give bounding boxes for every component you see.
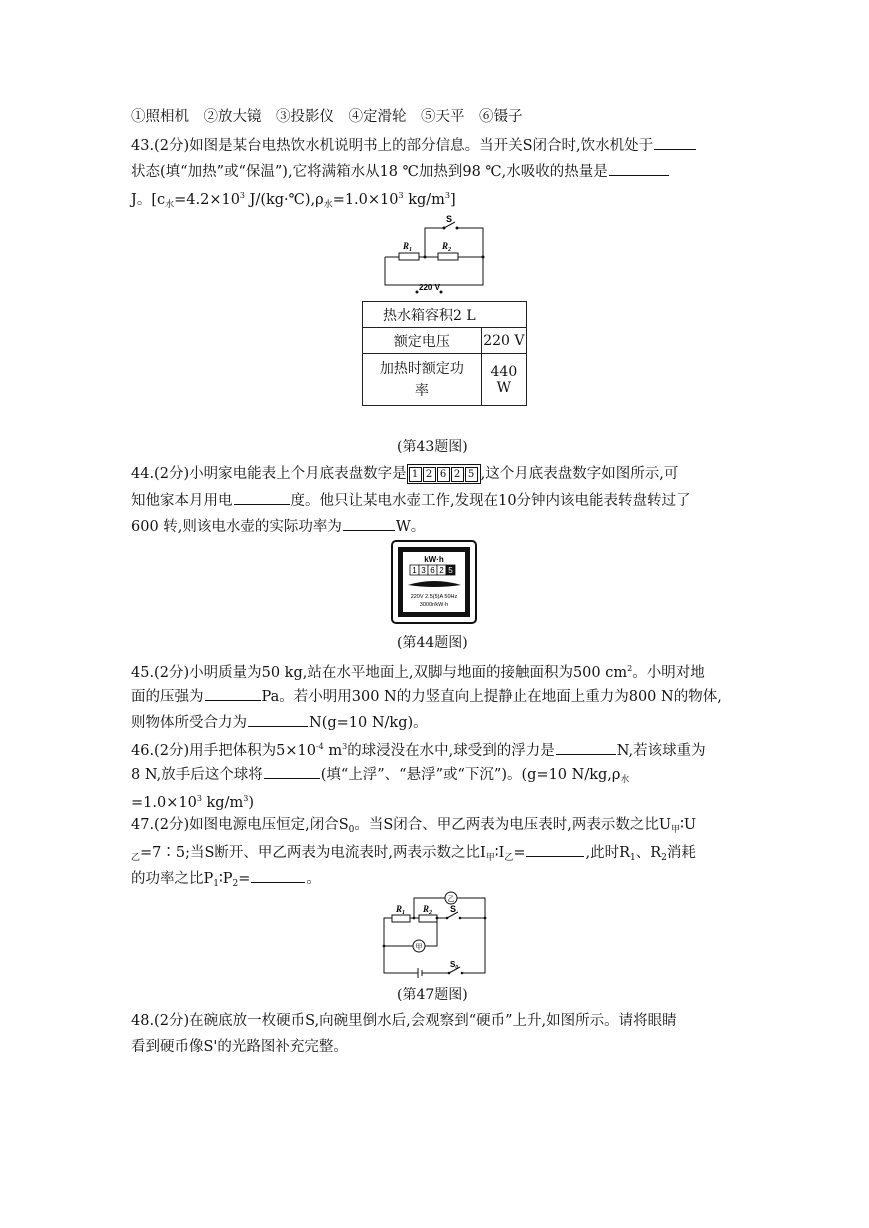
spec-voltage-value: 220 V [481,328,526,354]
q43-blank-1[interactable] [654,135,696,150]
q47-circuit-diagram [376,890,491,980]
q44-line-2: 知他家本月用电 度。他只让某电水壶工作,发现在10分钟内该电能表转盘转过了 [131,490,691,510]
q46-line-1: 46.(2分)用手把体积为$5\times 10^{-4}$ $m^3$的球浸没在水中,球受到的浮力是 N,若该球重为 [131,742,706,759]
q47-r2-label: $R_2$ [423,904,433,916]
q43-switch-label: S [446,214,453,224]
q43-line-2: 状态(填“加热”或“保温”),它将满箱水从18 ℃加热到98 ℃,水吸收的热量是 [131,161,670,181]
q43-spec-table [362,301,527,406]
spec-power-value: 440 W [481,354,526,406]
q45-line-3: 则物体所受合力为 N(g=10 N/kg)。 [131,712,428,732]
q47-meter-a-label: 乙 [447,895,455,903]
spec-voltage-label: 额定电压 [363,328,482,354]
q47-blank-2[interactable] [251,868,305,883]
q47-blank-1[interactable] [526,842,584,857]
meter-digit: 1 [412,566,417,575]
q44-blank-1[interactable] [234,490,290,505]
q45-line-1: 45.(2分)小明质量为50 kg,站在水平地面上,双脚与地面的接触面积为500 $cm^2$。小明对地 [131,664,705,681]
options-line: ①照相机 ②放大镜 ③投影仪 ④定滑轮 ⑤天平 ⑥镊子 [131,109,523,125]
q46-blank-1[interactable] [556,740,616,755]
q44-caption: (第44题图) [397,635,468,651]
q44-last-month-digits: 1 2 6 2 5 [407,464,481,484]
meter-digit: 6 [430,566,435,575]
q48-line-1: 48.(2分)在碗底放一枚硬币S,向碗里倒水后,会观察到“硬币”上升,如图所示。请将眼睛 [131,1013,677,1029]
spec-power-label: 加热时额定功 率 [363,354,482,406]
q47-switch0-label: $S_0$ [450,960,459,971]
q43-caption: (第43题图) [397,439,468,455]
q43-r2-label: $R_2$ [442,241,452,253]
meter-spec-2: 3000r/kW·h [419,602,449,608]
q44-energy-meter [391,540,477,624]
meter-digit: 2 [439,566,444,575]
q43-circuit-diagram [375,210,495,295]
q45-line-2: 面的压强为 Pa。若小明用300 N的力竖直向上提静止在地面上重力为800 N的物体, [131,686,722,706]
q43-line-1: 43.(2分)如图是某台电热饮水机说明书上的部分信息。当开关S闭合时,饮水机处于 [131,135,697,155]
q48-line-2: 看到硬币像S'的光路图补充完整。 [131,1039,348,1055]
q44-line-1: 44.(2分)小明家电能表上个月底表盘数字是 1 2 6 2 5 ,这个月底表盘数字如图所示,可 [131,466,679,482]
q47-line-1: 47.(2分)如图电源电压恒定,闭合$S_0$。当S闭合、甲乙两表为电压表时,两表示数之比$U_甲∶U$ [131,817,697,835]
q45-blank-2[interactable] [248,712,308,727]
q43-r1-label: $R_1$ [403,241,413,253]
q43-line-3: J。[$c_水=4.2\times 10^3$ $J/(kg\cdot℃),\rho_水=1.0\times 10^3$ $kg/m^3$] [131,191,456,210]
q47-switch-label: S [450,904,457,914]
q46-blank-2[interactable] [264,764,320,779]
q45-blank-1[interactable] [205,686,261,701]
q47-meter-b-label: 甲 [415,943,423,951]
meter-unit: kW·h [424,555,444,564]
meter-digit: 5 [448,566,453,575]
q47-r1-label: $R_1$ [396,904,406,916]
q44-blank-2[interactable] [343,516,395,531]
q47-caption: (第47题图) [397,987,468,1003]
q47-line-3: 的功率之比$P_1∶P_2=$ 。 [131,868,321,893]
q43-voltage-label: 220 V [419,283,440,292]
meter-spec-1: 220V 2.5(5)A 50Hz [410,594,458,600]
q47-line-2: $_乙$=7∶5;当S断开、甲乙两表为电流表时,两表示数之比$I_甲∶I_乙=$ ,此时$R_1$、$R_2$消耗 [131,842,696,867]
q46-line-3: $=1.0\times 10^3$ $kg/m^3$) [131,794,254,811]
meter-digit: 3 [421,566,426,575]
q46-line-2: 8 N,放手后这个球将 (填“上浮”、“悬浮”或“下沉”)。(g=10 $N/kg,\rho_水$ [131,764,629,789]
spec-capacity: 热水箱容积2 L [363,302,527,328]
q44-line-3: 600 转,则该电水壶的实际功率为 W。 [131,516,425,536]
q43-blank-2[interactable] [609,161,669,176]
